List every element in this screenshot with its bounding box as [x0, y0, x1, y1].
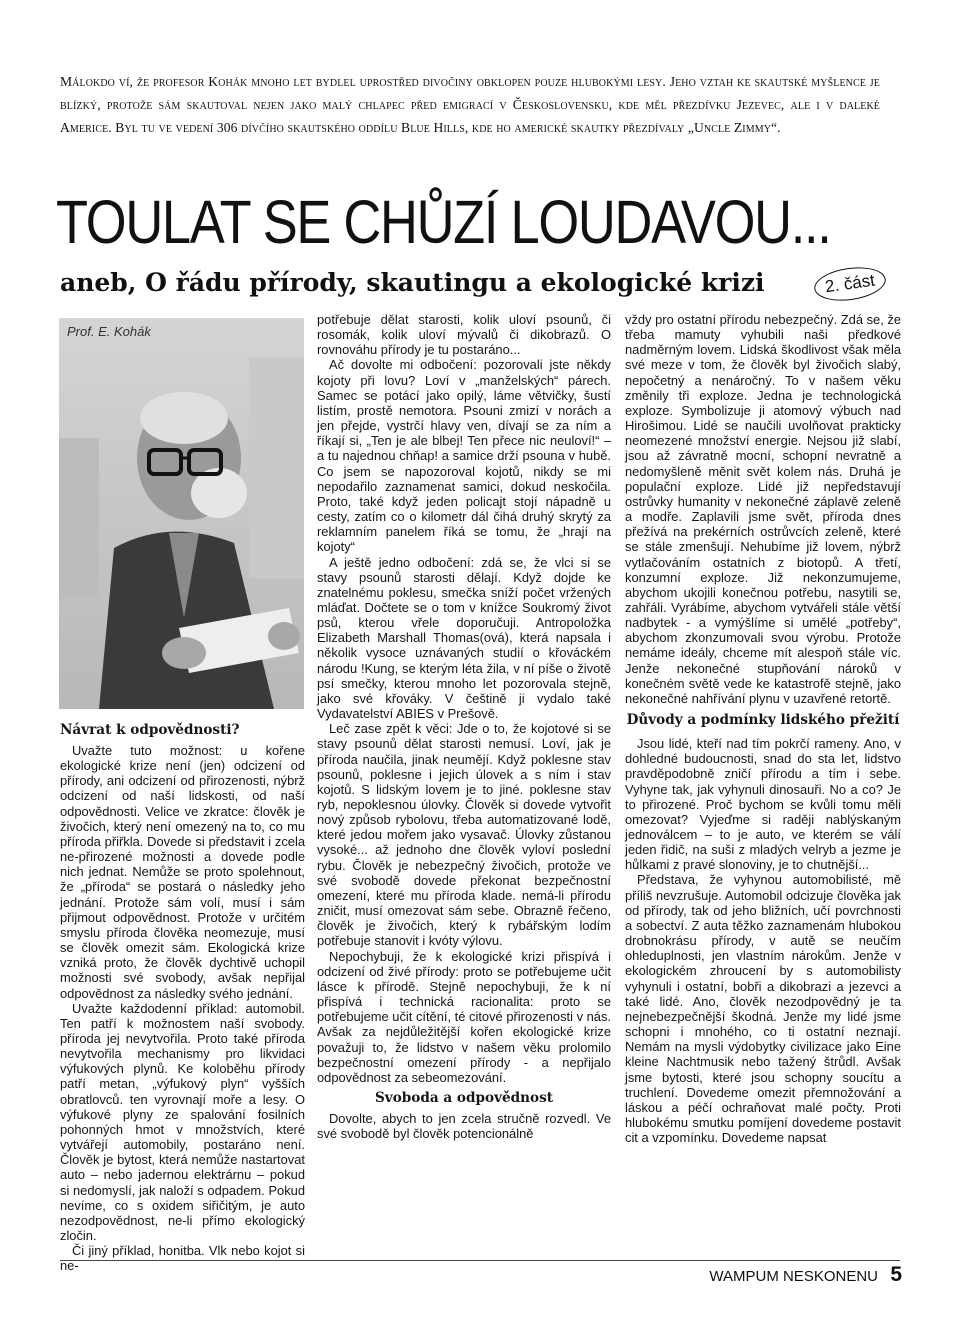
footer-magazine-title: WAMPUM NESKONENU [709, 1268, 878, 1285]
column-3 [625, 312, 901, 1145]
paragraph: Ač dovolte mi odbočení: pozorovali jste někdy kojoty při lovu? Loví v „manželských“ párech. Samec se potácí jako opilý, láme větvičky, šustí listím, prostě nemotora. Psouni zmizí v norách a jen přejde, vystrčí hlavy ven, dívají se za ním a říkají si, „Ten je ale blbej! Ten přece nic neuloví!“ – a tu najednou chňap! a samice drží psouna v hubě. Co jsem se napozoroval kojotů, nikdy se mi nepodařilo zaznamenat samici, dokud neskočila. Proto, také když jeden policajt stojí nápadně u cesty, zatím co o kilometr dál čihá druhý skrytý za reklamním panelem říká se tomu, že „hrají na kojoty“ [317, 357, 611, 555]
paragraph: Jsou lidé, kteří nad tím pokrčí rameny. Ano, v dohledné budoucnosti, snad do sta let, lidstvo pravděpodobně zničí přírodu a tím i sebe. Vyhyne tak, jak vyhynuli dinosauři. No a co? Je to přirozené. Proč bychom se kvůli tomu měli omezovat? Vyjeďme si raději nablýskaným jednoválcem – to je auto, ve kterém se válí jeden řidič, na suši z mladých velryb a jezme je hůlkami z pravé slonoviny, je to chutnější... [625, 736, 901, 873]
page-number: 5 [890, 1263, 902, 1286]
article-subtitle: aneb, O řádu přírody, skautingu a ekologické krizi [60, 268, 765, 297]
paragraph: Leč zase zpět k věci: Jde o to, že kojotové si se stavy psounů dělat starosti nemusí. Loví, jak je příroda naučila, jinak neumějí. Když poklesne stav psounů, poklesne i jejich úlovek a s ním i stav kojotů. S lidským lovem je to jiné. poklesne stav ryb, nepoklesnou úlovky. Člověk si dovede vytvořit nový způsob rybolovu, třeba automatizované lodě, které jedou mořem jako vysavač. Úlovky zůstanou vysoké... až jednoho dne člověk vyloví poslední rybu. Člověk je nebezpečný živočich, protože ve své svobodě dovede překonat bezpečnostní omezení, které mu příroda klade. nemá-li přírodu zničit, musí omezovat sám sebe. Obrazně řečeno, člověk je živočich, který k rybářským lodím potřebuje stanovit i kvóty výlovu. [317, 721, 611, 949]
footer-rule [60, 1260, 900, 1261]
intro-paragraph: Málokdo ví, že profesor Kohák mnoho let bydlel uprostřed divočiny obklopen pouze hlubokými lesy. Jeho vztah ke skautské myšlence je blízký, protože sám skautoval nejen jako malý chlapec před emigrací v Československu, kde měl přezdívku Jezevec, ale i v daleké Americe. Byl tu ve vedení 306 dívčího skautského oddílu Blue Hills, kde ho americké skautky přezdívaly „Uncle Zimmy“. [60, 74, 880, 135]
paragraph: Představa, že vyhynou automobilisté, mě příliš nevzrušuje. Automobil odcizuje člověka jak od přírody, tak od jeho bližních, učí povrchnosti a sobectví. Z auta těžko zaznamenám hlubokou drobnokrásu přírody, v autě se neučím ohleduplnosti, jen vlastním nárokům. Jenže v ekologickém zhroucení by s automobilisty vyhynuli i ostatní, bobři a dikobrazi a jezevci a také lidé. Ano, člověk nezodpovědný je ta nejnebezpečnější škodná. Jenže my lidé jsme schopni i mnohého, co ti ostatní neznají. Nemám na mysli výdobytky civilizace jako Eine kleine Nachtmusik nebo tažený štrůdl. Avšak jsme bytosti, které jsou schopny soucítu a truchlení. Dovedeme omezit přemnožování a láskou a péčí ochraňovat malé počty. Proti hlubokému smutku pomíjení dovedeme postavit cit a vzpomínku. Dovedeme napsat [625, 872, 901, 1146]
paragraph: Uvažte tuto možnost: u kořene ekologické krize není (jen) odcizení od přírody, ani odcizení od přirozenosti, nýbrž odcizení od naší lidskosti, od naší odpovědnosti. Velice ve zkratce: člověk je živočich, který není omezený na to, co mu příroda přiřkla. Dovede si představit i zcela ne-přirozené možnosti a dovede podle nich jednat. Nemůže se proto spolehnout, že „příroda“ se postará o následky jeho jednání. Protože sám volí, musí i sám přijmout odpovědnost. Protože v určitém smyslu příroda člověka neomezuje, musí se člověk omezit sám. Ekologická krize vzniká proto, že člověk dychtivě uchopil možnosti své svobody, avšak nepřijal odpovědnost za následky svého jednání. [60, 743, 305, 1001]
column-2 [317, 312, 611, 1141]
paragraph: Uvažte každodenní příklad: automobil. Ten patří k možnostem naší svobody. příroda jej nevytvořila. Proto také příroda nevytvořila mechanismy pro likvidaci výfukových plynů. Ke koloběhu přírody patří metan, „výfukový plyn“ vyšších obratlovců. ten vyrovnají moře a lesy. O výfukové plyny ze spalování fosilních pohonných hmot v množstvích, které vytvářejí automobily, postaráno není. Člověk je bytost, která nemůže nastartovat auto – nebo jadernou elektrárnu – pokud si nedomyslí, jak naloží s odpadem. Pokud nevíme, co s oxidem siřičitým, je auto nezodpovědnost, ne-li přímo ekologický zločin. [60, 1000, 305, 1243]
article-title: TOULAT SE CHŮZÍ LOUDAVOU... [56, 188, 831, 256]
paragraph: Či jiný příklad, honitba. Vlk nebo kojot si ne- [60, 1243, 305, 1274]
part-badge: 2. část [812, 263, 888, 305]
paragraph: potřebuje dělat starosti, kolik uloví psounů, či rosomák, kolik uloví mývalů či dikobrazů. O rovnováhu přírody je tu postaráno... [317, 312, 611, 358]
column-1 [60, 721, 305, 1273]
author-photo [59, 318, 304, 709]
paragraph: A ještě jedno odbočení: zdá se, že vlci si se stavy psounů starosti dělají. Když dojde ke znatelnému poklesu, smečka sníží počet vržených mláďat. Dočtete se o tom v knížce Soukromý život psů, kterou vřele doporučuji. Antropoložka Elizabeth Marshall Thomas(ová), která napsala i několik vysoce uznávaných studií o křováckém národu !Kung, se kterým léta žila, v ní píše o životě psí smečky, kterou mnoho let pozorovala stejně, jako své křováky. V češtině ji vydalo také Vydavatelství ABIES v Prešově. [317, 554, 611, 722]
paragraph: Nepochybuji, že k ekologické krizi přispívá i odcizení od živé přírody: proto se potřebujeme učit lásce k přírodě. Stejně nepochybuji, že k ní přispívá i technická racionalita: proto se potřebujeme učit cítění, té citové přirozenosti v nás. Avšak za nejdůležitější kořen ekologické krize považuji to, že lidstvo v našem věku prolomilo bezpečnostní omezení přírody - a nepřijalo odpovědnost za sebeomezování. [317, 948, 611, 1085]
heading-duvody: Důvody a podmínky lidského přežití [626, 712, 900, 729]
paragraph: vždy pro ostatní přírodu nebezpečný. Zdá se, že třeba mamuty vyhubili naši předkové nadměrným lovem. Lidská škodlivost však měla své meze v tom, že člověk byl živočich slabý, nepočetný a nenáročný. To v našem věku změnily tři exploze. Jedna je technologická exploze. Symbolizuje ji atomový výbuch nad Hirošimou. Lidé se naučili uvolňovat prakticky neomezené množství energie. Nejsou již slabí, jsou až závratně mocní, schopní nevratně a nedomyšleně měnit svět kolem nás. Druhá je populační exploze. Lidé již nepředstavují ostrůvky humanity v nekonečné záplavě zeleně a modře. Zaplavili jsme svět, příroda dnes přežívá na prekérních ostrůvcích zeleně, které se stále zmenšují. Nehubíme již lovem, nýbrž vytlačováním ostatních z biotopů. A třetí, konzumní exploze. Již nekonzumujeme, abychom ukojili konečnou potřebu, nasytili se, zahřáli. Vyrábíme, abychom vytvářeli stále větší nadbytek - a vymýšlíme si umělé „potřeby“, abychom zkonzumovali svou výrobu. Protože nemáme ideály, chceme mít alespoň stále víc. Jenže nekonečné stupňování nároků v konečném světě vede ke katastrofě stejně, jako nekonečné nahřívání plynu v uzavřené retortě. [625, 312, 901, 706]
author-portrait-image [59, 318, 304, 709]
photo-caption: Prof. E. Kohák [67, 324, 151, 339]
heading-svoboda: Svoboda a odpovědnost [374, 1089, 554, 1106]
paragraph: Dovolte, abych to jen zcela stručně rozvedl. Ve své svobodě byl člověk potencionálně [317, 1110, 611, 1142]
heading-navrat: Návrat k odpovědnosti? [60, 722, 240, 738]
